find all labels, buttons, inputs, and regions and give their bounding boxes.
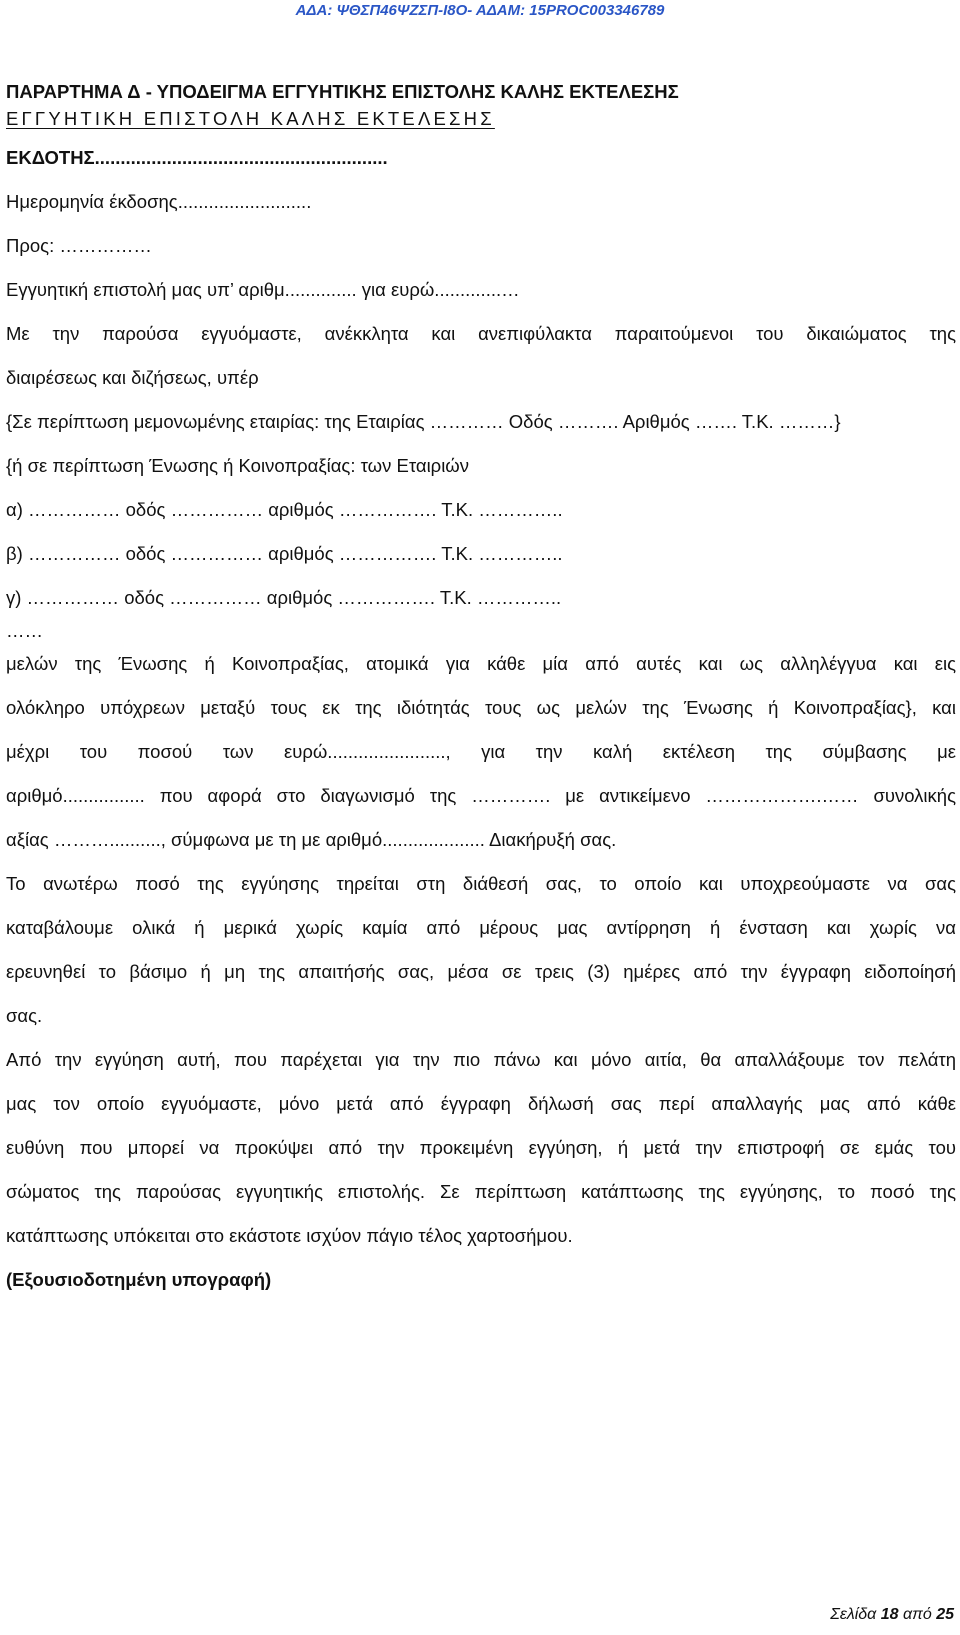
consortium-case: {ή σε περίπτωση Ένωσης ή Κοινοπραξίας: των Εταιριών (6, 455, 470, 476)
document-subtitle: ΕΓΓΥΗΤΙΚΗ ΕΠΙΣΤΟΛΗ ΚΑΛΗΣ ΕΚΤΕΛΕΣΗΣ (6, 108, 495, 129)
recipient-line: Προς: …………… (6, 235, 152, 256)
paragraph-line: σας. (6, 1005, 43, 1026)
page-number: 18 (880, 1606, 899, 1623)
letter-reference-line: Εγγυητική επιστολή μας υπ’ αριθμ.............. για ευρώ.............… (6, 279, 520, 300)
paragraph-line: σώματος της παρούσας εγγυητικής επιστολής. Σε περίπτωση κατάπτωσης της εγγύησης, το ποσό της (6, 1181, 956, 1202)
paragraph-line: μας τον οποίο εγγυόμαστε, μόνο μετά από έγγραφη δήλωσή σας περί απαλλαγής μας από κάθε (6, 1093, 956, 1114)
paragraph-line: κατάπτωσης υπόκειται στο εκάστοτε ισχύον πάγιο τέλος χαρτοσήμου. (6, 1225, 573, 1246)
issuer-line: ΕΚΔΟΤΗΣ......................................................... (6, 147, 388, 168)
paragraph-line: μελών της Ένωσης ή Κοινοπραξίας, ατομικά για κάθε μία από αυτές και ως αλληλέγγυα και εις (6, 653, 956, 674)
paragraph-line: ευθύνη που μπορεί να προκύψει από την προκειμένη εγγύηση, ή μετά την επιστροφή σε εμάς του (6, 1137, 956, 1158)
member-line: β) …………… οδός …………… αριθμός ……………. Τ.Κ. ………….. (6, 543, 563, 564)
page-total: 25 (936, 1606, 954, 1623)
paragraph-line: Από την εγγύηση αυτή, που παρέχεται για την πιο πάνω και μόνο αιτία, θα απαλλάξουμε τον πελάτη (6, 1049, 956, 1070)
member-line: γ) …………… οδός …………… αριθμός ……………. Τ.Κ. ………….. (6, 587, 562, 608)
paragraph-line: καταβάλουμε ολικά ή μερικά χωρίς καμία από μέρους μας αντίρρηση ή ένσταση και χωρίς να (6, 917, 956, 938)
intro-line: Με την παρούσα εγγυόμαστε, ανέκκλητα και ανεπιφύλακτα παραιτούμενοι του δικαιώματος της (6, 323, 956, 344)
page-footer (830, 1606, 954, 1624)
paragraph-line: αξίας ……….........., σύμφωνα με τη με αριθμό.................... Διακήρυξή σας. (6, 829, 617, 850)
single-company-case: {Σε περίπτωση μεμονωμένης εταιρίας: της Εταιρίας ………… Οδός ………. Αριθμός ……. Τ.Κ. ………} (6, 411, 841, 432)
document-body (6, 78, 956, 1302)
page-of-label: από (903, 1606, 932, 1623)
paragraph-line: ερευνηθεί το βάσιμο ή μη της απαιτήσής σας, μέσα σε τρεις (3) ημέρες από την έγγραφη ειδοποίησή (6, 961, 956, 982)
member-line: α) …………… οδός …………… αριθμός ……………. Τ.Κ. ………….. (6, 499, 563, 520)
members-ellipsis: …… (6, 620, 43, 641)
issue-date-line: Ημερομηνία έκδοσης.......................... (6, 191, 312, 212)
paragraph-line: μέχρι του ποσού των ευρώ......................., για την καλή εκτέλεση της σύμβασης με (6, 741, 956, 762)
ada-header: ΑΔΑ: ΨΘΣΠ46ΨΖΣΠ-Ι8Ο- ΑΔΑΜ: 15PROC003346789 (295, 2, 665, 19)
paragraph-line: αριθμό................ που αφορά στο διαγωνισμό της …………. με αντικείμενο ……………….…… συνολικής (6, 785, 956, 806)
page-label: Σελίδα (830, 1606, 877, 1623)
paragraph-line: ολόκληρο υπόχρεων μεταξύ τους εκ της ιδιότητάς τους ως μελών της Ένωσης ή Κοινοπραξίας}, και (6, 697, 956, 718)
intro-line: διαιρέσεως και διζήσεως, υπέρ (6, 367, 259, 388)
document-title: ΠΑΡΑΡΤΗΜΑ Δ - ΥΠΟΔΕΙΓΜΑ ΕΓΓΥΗΤΙΚΗΣ ΕΠΙΣΤΟΛΗΣ ΚΑΛΗΣ ΕΚΤΕΛΕΣΗΣ (6, 81, 679, 102)
signature-line: (Εξουσιοδοτημένη υπογραφή) (6, 1269, 272, 1290)
paragraph-line: Το ανωτέρω ποσό της εγγύησης τηρείται στη διάθεσή σας, το οποίο και υποχρεούμαστε να σας (6, 873, 956, 894)
